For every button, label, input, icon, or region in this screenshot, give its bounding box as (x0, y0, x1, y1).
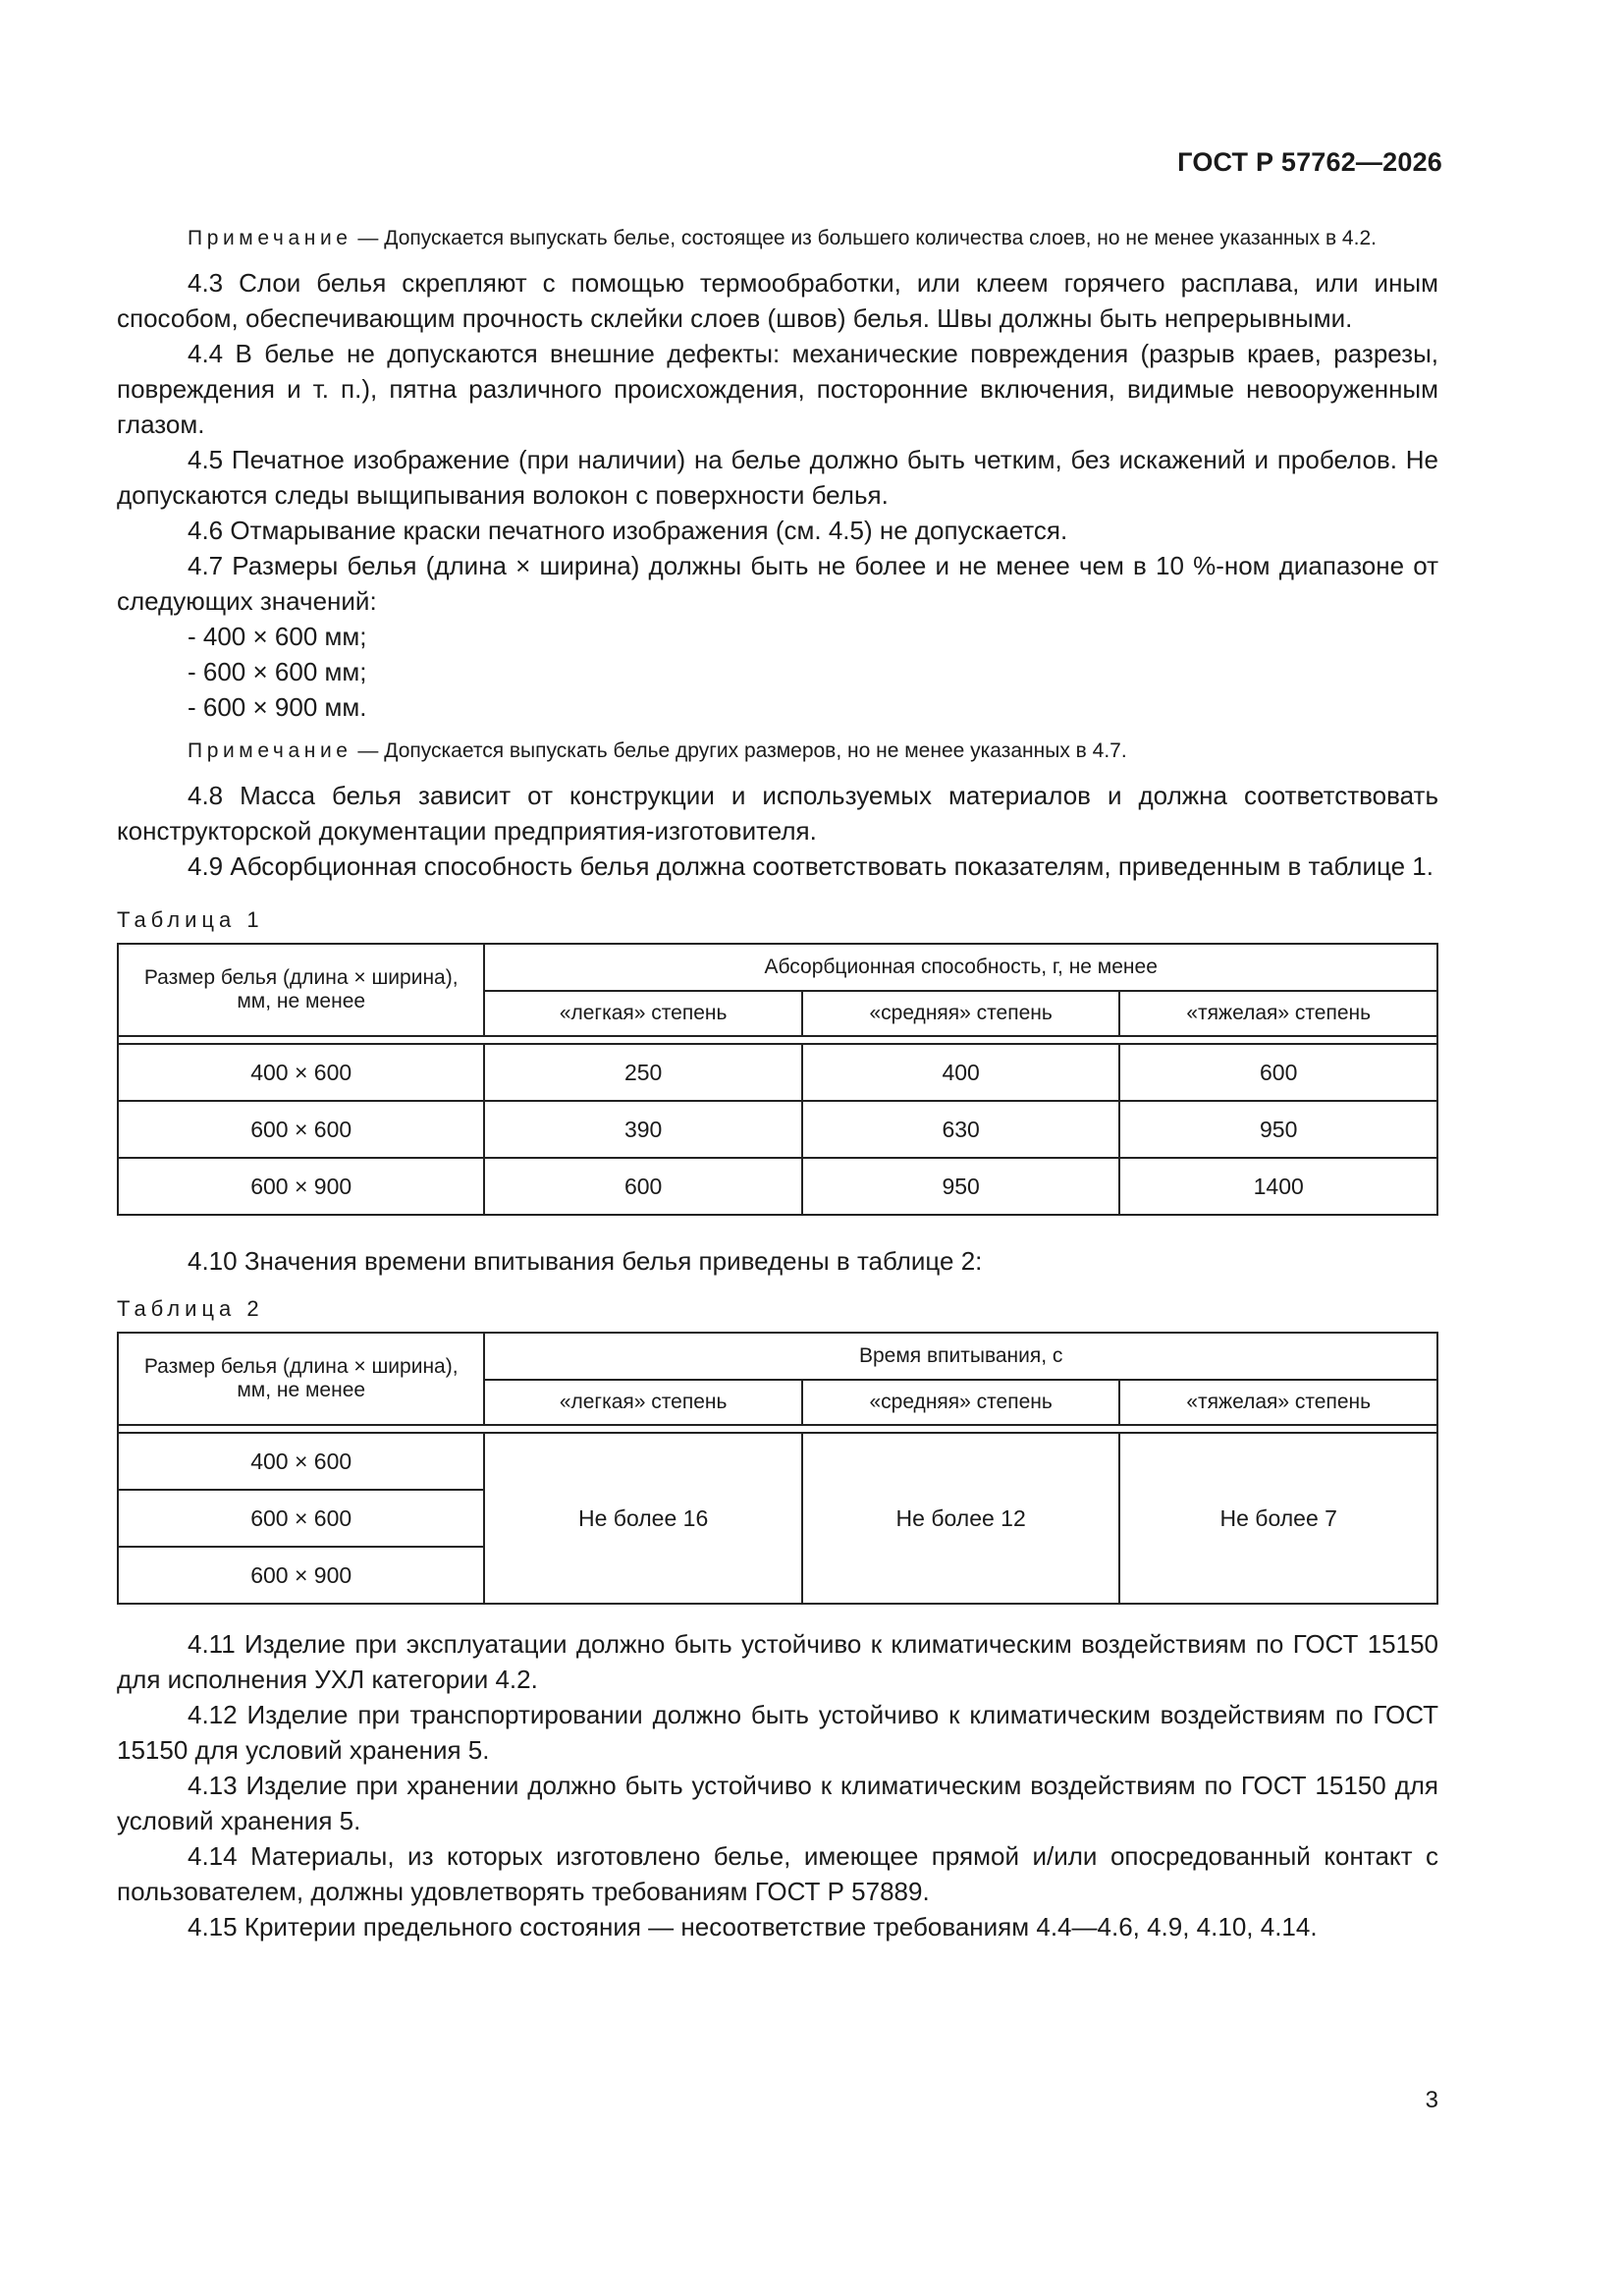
clause-4-3: 4.3 Слои белья скрепляют с помощью термообработки, или клеем горячего расплава, или иным способом, обеспечивающим прочность склейки слоев (швов) белья. Швы должны быть непрерывными. (117, 268, 1438, 333)
cell-medium: 950 (802, 1158, 1120, 1215)
table-header-size: Размер белья (длина × ширина), мм, не менее (118, 1333, 484, 1425)
table-header-size: Размер белья (длина × ширина), мм, не менее (118, 944, 484, 1036)
note-label: Примечание (188, 739, 352, 762)
cell-heavy: 600 (1119, 1044, 1437, 1101)
note-text: — Допускается выпускать белье других размеров, но не менее указанных в 4.7. (352, 739, 1127, 762)
cell-medium: Не более 12 (802, 1433, 1120, 1604)
table-row (118, 1101, 1437, 1158)
clause-4-5: 4.5 Печатное изображение (при наличии) на белье должно быть четким, без искажений и пробелов. Не допускаются следы выщипывания волокон с поверхности белья. (117, 445, 1438, 510)
cell-size: 600 × 900 (118, 1547, 484, 1604)
cell-medium: 400 (802, 1044, 1120, 1101)
table-header-heavy: «тяжелая» степень (1119, 991, 1437, 1036)
cell-size: 400 × 600 (118, 1044, 484, 1101)
cell-heavy: 950 (1119, 1101, 1437, 1158)
cell-heavy: Не более 7 (1119, 1433, 1437, 1604)
table-header-medium: «средняя» степень (802, 991, 1120, 1036)
clause-4-13: 4.13 Изделие при хранении должно быть устойчиво к климатическим воздействиям по ГОСТ 15150 для условий хранения 5. (117, 1771, 1438, 1835)
cell-light: Не более 16 (484, 1433, 802, 1604)
table-2 (117, 1332, 1438, 1605)
cell-size: 600 × 600 (118, 1490, 484, 1547)
table-header-group: Время впитывания, с (484, 1333, 1437, 1380)
note-label: Примечание (188, 227, 352, 249)
note-text: — Допускается выпускать белье, состоящее из большего количества слоев, но не менее указанных в 4.2. (352, 227, 1377, 249)
cell-light: 390 (484, 1101, 802, 1158)
cell-medium: 630 (802, 1101, 1120, 1158)
clause-4-4: 4.4 В белье не допускаются внешние дефекты: механические повреждения (разрыв краев, разрезы, повреждения и т. п.), пятна различного происхождения, посторонние включения, видимые невооруженным глазом. (117, 339, 1438, 439)
document-id: ГОСТ Р 57762—2026 (1177, 147, 1442, 177)
table-header-heavy: «тяжелая» степень (1119, 1380, 1437, 1425)
table-header-group: Абсорбционная способность, г, не менее (484, 944, 1437, 991)
cell-size: 600 × 600 (118, 1101, 484, 1158)
cell-heavy: 1400 (1119, 1158, 1437, 1215)
cell-size: 600 × 900 (118, 1158, 484, 1215)
list-item: - 600 × 900 мм. (188, 692, 367, 722)
sizes-list (117, 619, 1438, 725)
table-1-caption: Таблица 1 (117, 907, 264, 932)
table-row (118, 1433, 1437, 1490)
clause-4-15: 4.15 Критерии предельного состояния — несоответствие требованиям 4.4—4.6, 4.9, 4.10, 4.14. (188, 1912, 1318, 1941)
cell-size: 400 × 600 (118, 1433, 484, 1490)
clause-4-10: 4.10 Значения времени впитывания белья приведены в таблице 2: (188, 1246, 983, 1276)
table-header-light: «легкая» степень (484, 991, 802, 1036)
table-gap (118, 1036, 1437, 1044)
note-1 (117, 224, 1438, 253)
page-content (117, 224, 1438, 1944)
list-item: - 400 × 600 мм; (188, 622, 367, 651)
clause-4-12: 4.12 Изделие при транспортировании должно быть устойчиво к климатическим воздействиям по ГОСТ 15150 для условий хранения 5. (117, 1700, 1438, 1765)
clause-4-8: 4.8 Масса белья зависит от конструкции и используемых материалов и должна соответствовать конструкторской документации предприятия-изготовителя. (117, 781, 1438, 846)
table-header-light: «легкая» степень (484, 1380, 802, 1425)
list-item: - 600 × 600 мм; (188, 657, 367, 686)
clause-4-7: 4.7 Размеры белья (длина × ширина) должны быть не более и не менее чем в 10 %-ном диапазоне от следующих значений: (117, 551, 1438, 616)
clause-4-14: 4.14 Материалы, из которых изготовлено белье, имеющее прямой и/или опосредованный контакт с пользователем, должны удовлетворять требованиям ГОСТ Р 57889. (117, 1841, 1438, 1906)
table-2-caption: Таблица 2 (117, 1296, 264, 1321)
table-header-medium: «средняя» степень (802, 1380, 1120, 1425)
table-row (118, 1044, 1437, 1101)
table-row (118, 1158, 1437, 1215)
note-2 (117, 737, 1438, 766)
table-gap (118, 1425, 1437, 1433)
cell-light: 250 (484, 1044, 802, 1101)
table-1 (117, 943, 1438, 1216)
clause-4-9: 4.9 Абсорбционная способность белья должна соответствовать показателям, приведенным в таблице 1. (188, 851, 1434, 881)
cell-light: 600 (484, 1158, 802, 1215)
clause-4-11: 4.11 Изделие при эксплуатации должно быть устойчиво к климатическим воздействиям по ГОСТ 15150 для исполнения УХЛ категории 4.2. (117, 1629, 1438, 1694)
page-number: 3 (1425, 2087, 1438, 2113)
clause-4-6: 4.6 Отмарывание краски печатного изображения (см. 4.5) не допускается. (188, 516, 1068, 545)
